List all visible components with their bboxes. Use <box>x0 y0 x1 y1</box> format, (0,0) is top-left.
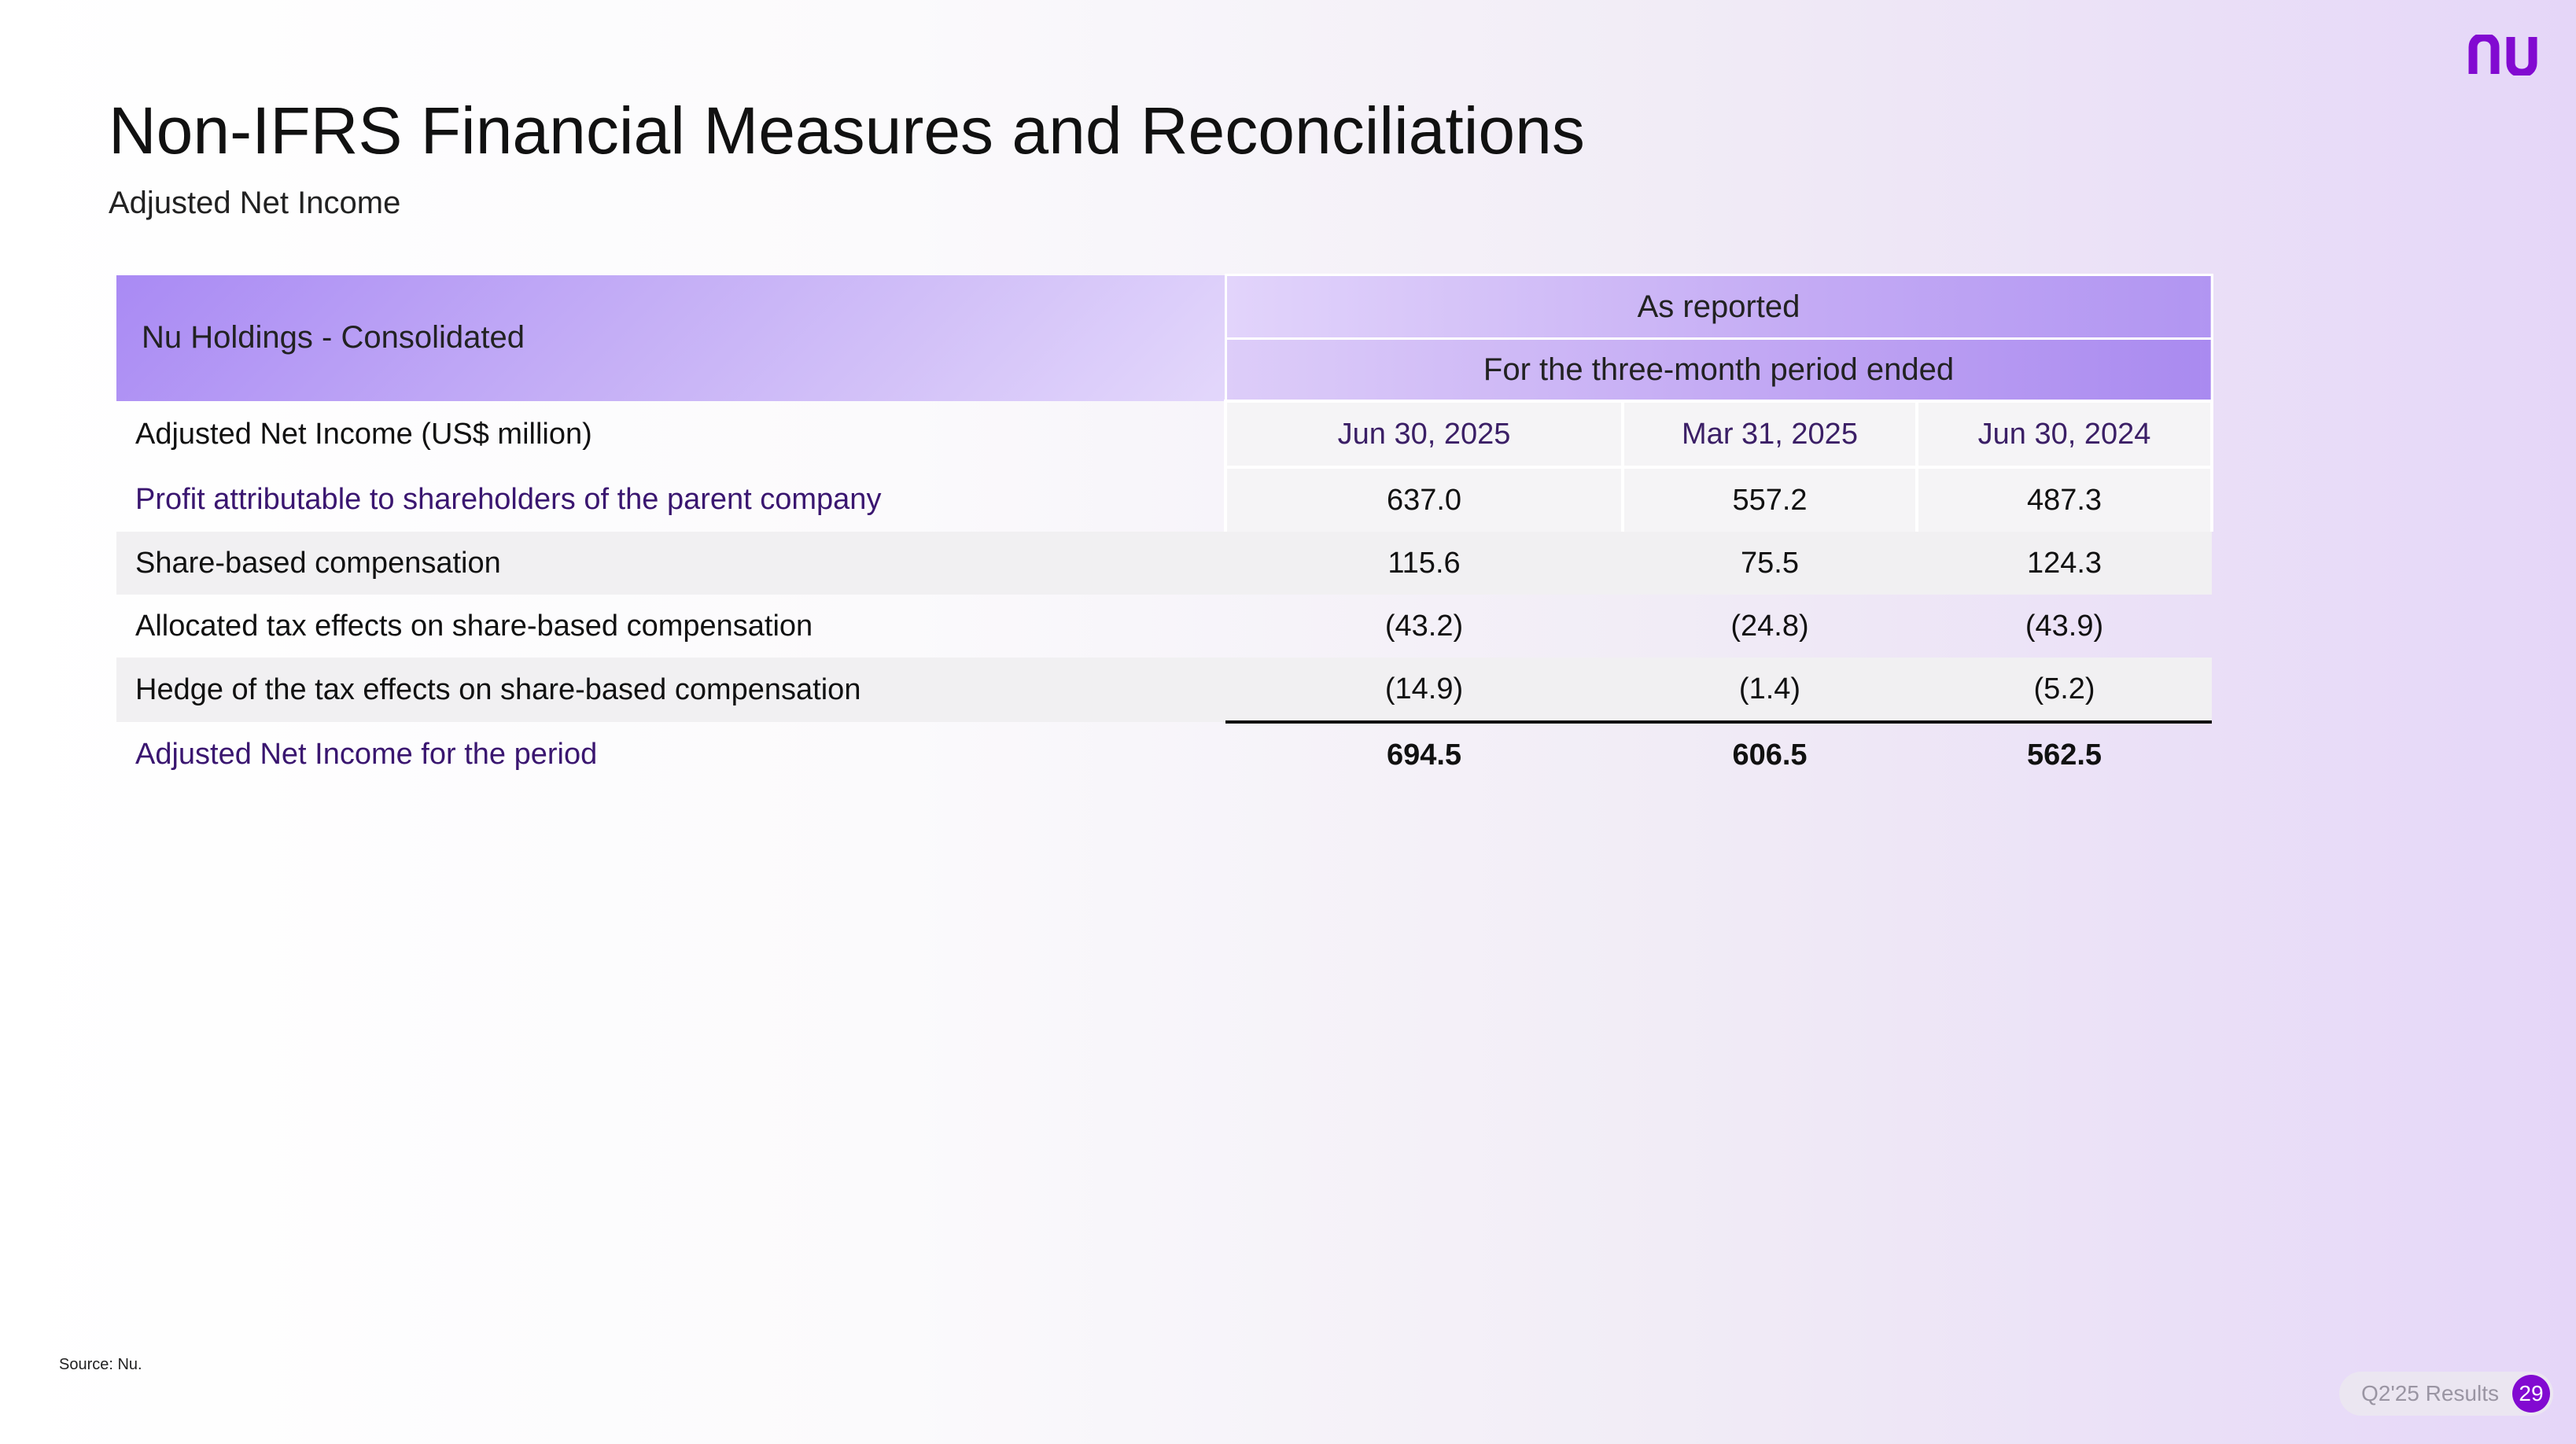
table-cell: (5.2) <box>1917 658 2212 722</box>
column-header: Jun 30, 2025 <box>1225 401 1623 467</box>
page-number-badge: 29 <box>2512 1375 2550 1413</box>
row-label: Hedge of the tax effects on share-based compensation <box>116 658 1225 722</box>
table-cell: (1.4) <box>1623 658 1917 722</box>
table-cell: (43.2) <box>1384 609 1464 643</box>
table-cell: (14.9) <box>1225 658 1623 722</box>
table-cell: 75.5 <box>1623 532 1917 595</box>
column-header: Mar 31, 2025 <box>1623 401 1917 467</box>
total-cell: 694.5 <box>1386 738 1462 772</box>
table-row <box>116 658 2212 722</box>
table-row <box>116 532 2212 595</box>
total-label: Adjusted Net Income for the period <box>135 737 598 771</box>
table-row <box>116 595 2212 658</box>
period-header: For the three-month period ended <box>1225 339 2212 402</box>
table-cell: 487.3 <box>1917 467 2212 532</box>
row-label: Share-based compensation <box>116 532 1225 595</box>
table-cell: (43.9) <box>2025 609 2104 643</box>
metric-label: Adjusted Net Income (US$ million) <box>135 417 592 451</box>
table-cell: (24.8) <box>1730 609 1809 643</box>
total-cell: 562.5 <box>2026 738 2102 772</box>
page-subtitle: Adjusted Net Income <box>109 186 401 220</box>
table-header-row <box>116 275 2212 339</box>
total-row <box>116 722 2212 786</box>
source-note: Source: Nu. <box>59 1356 142 1373</box>
row-label: Allocated tax effects on share-based compensation <box>135 609 813 643</box>
company-label: Nu Holdings - Consolidated <box>116 275 1225 402</box>
row-label: Profit attributable to shareholders of the parent company <box>135 482 882 516</box>
total-cell: 606.5 <box>1732 738 1808 772</box>
table-cell: 124.3 <box>1917 532 2212 595</box>
reconciliation-table <box>116 274 2213 786</box>
table-columns-row <box>116 401 2212 467</box>
report-label: Q2'25 Results <box>2361 1381 2499 1405</box>
as-reported-header: As reported <box>1225 275 2212 339</box>
page-title: Non-IFRS Financial Measures and Reconciliations <box>109 94 1585 168</box>
nu-logo-icon <box>2468 35 2542 76</box>
table-row <box>116 467 2212 532</box>
table-cell: 115.6 <box>1225 532 1623 595</box>
table-cell: 637.0 <box>1225 467 1623 532</box>
column-header: Jun 30, 2024 <box>1917 401 2212 467</box>
table-cell: 557.2 <box>1623 467 1917 532</box>
